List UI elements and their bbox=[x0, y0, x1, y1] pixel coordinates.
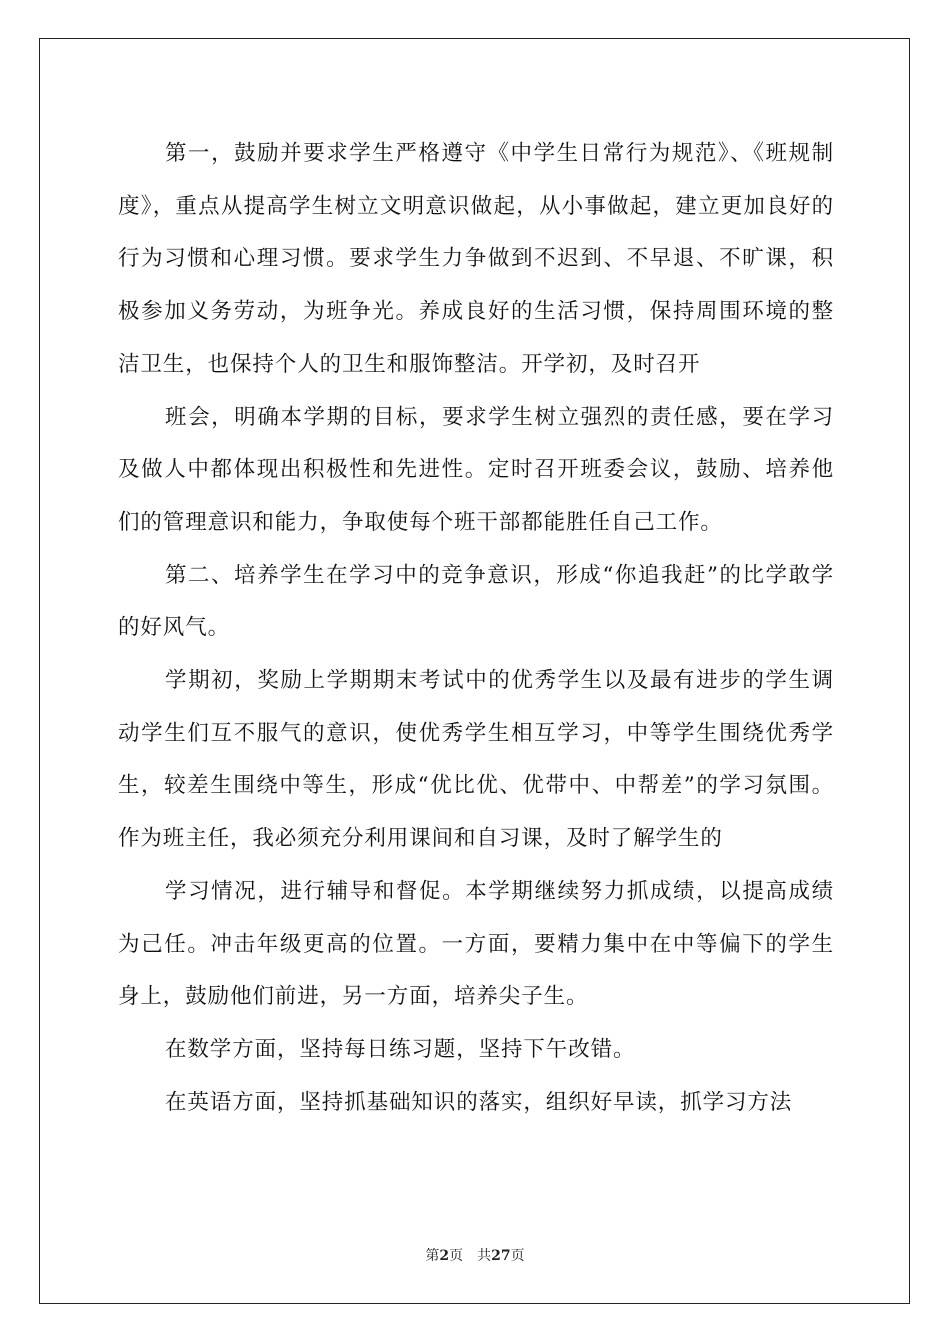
document-body bbox=[118, 128, 834, 1129]
paragraph-7: 在英语方面，坚持抓基础知识的落实，组织好早读，抓学习方法 bbox=[165, 1089, 793, 1115]
total-pages: 27 bbox=[491, 1248, 511, 1264]
page-number: 2 bbox=[439, 1248, 450, 1264]
page-footer bbox=[0, 1245, 950, 1265]
total-suffix: 页 bbox=[510, 1248, 525, 1264]
page-suffix: 页 bbox=[449, 1248, 464, 1264]
paragraph-3: 第二、培养学生在学习中的竞争意识，形成“你追我赶”的比学敢学的好风气。 bbox=[118, 562, 834, 641]
paragraph-6: 在数学方面，坚持每日练习题，坚持下午改错。 bbox=[165, 1036, 636, 1062]
page-prefix: 第 bbox=[425, 1248, 440, 1264]
paragraph-2: 班会，明确本学期的目标，要求学生树立强烈的责任感，要在学习及做人中都体现出积极性和先进性。定时召开班委会议，鼓励、培养他们的管理意识和能力，争取使每个班干部都能胜任自己工作。 bbox=[118, 404, 834, 535]
paragraph-1: 第一，鼓励并要求学生严格遵守《中学生日常行为规范》、《班规制度》，重点从提高学生树立文明意识做起，从小事做起，建立更加良好的行为习惯和心理习惯。要求学生力争做到不迟到、不早退、不旷课，积极参加义务劳动，为班争光。养成良好的生活习惯，保持周围环境的整洁卫生，也保持个人的卫生和服饰整洁。开学初，及时召开 bbox=[118, 141, 834, 377]
paragraph-5: 学习情况，进行辅导和督促。本学期继续努力抓成绩，以提高成绩为己任。冲击年级更高的位置。一方面，要精力集中在中等偏下的学生身上，鼓励他们前进，另一方面，培养尖子生。 bbox=[118, 878, 834, 1010]
paragraph-4: 学期初，奖励上学期期末考试中的优秀学生以及最有进步的学生调动学生们互不服气的意识，使优秀学生相互学习，中等学生围绕优秀学生，较差生围绕中等生，形成“优比优、优带中、中帮差”的学习氛围。作为班主任，我必须充分利用课间和自习课，及时了解学生的 bbox=[118, 668, 834, 852]
total-prefix: 共 bbox=[477, 1248, 492, 1264]
